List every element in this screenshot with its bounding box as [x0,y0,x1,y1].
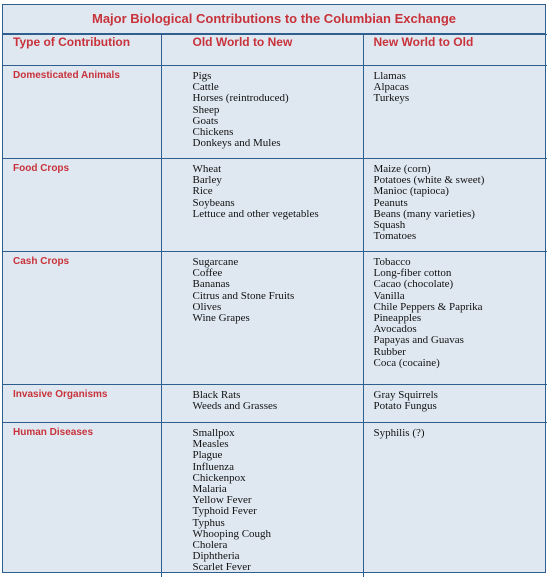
list-item: Pigs [192,70,212,82]
list-item: Goats [192,114,219,127]
list-item: Lettuce and other vegetables [192,207,319,220]
list-item: Measles [192,438,229,451]
list-item: Donkeys and Mules [192,137,281,150]
old-to-new-cell [161,385,363,423]
new-to-old-cell [363,252,547,385]
list-item: Wine Grapes [192,312,250,325]
list-item: Black Rats [192,389,241,401]
list-item: Alpacas [373,81,409,94]
list-item: Avocados [373,323,417,336]
table-row [3,385,547,423]
category-cell: Invasive Organisms [3,385,161,423]
new-to-old-cell [363,66,547,159]
list-item: Squash [373,219,406,232]
list-item: Chickens [192,126,234,139]
list-item: Bananas [192,278,230,291]
header-new-to-old: New World to Old [363,35,547,66]
list-item: Long-fiber cotton [373,267,452,280]
list-item: Smallpox [192,427,235,439]
list-item: Chickenpox [192,471,246,484]
list-item: Maize (corn) [373,163,431,175]
list-item: Cacao (chocolate) [373,278,454,291]
table-row [3,159,547,252]
list-item: Malaria [192,483,227,496]
list-item: Coca (cocaine) [373,356,440,369]
list-item: Beans (many varieties) [373,207,475,220]
list-item: Horses (reintroduced) [192,92,289,105]
list-item: Barley [192,174,222,187]
list-item: Weeds and Grasses [192,400,278,413]
list-item: Cholera [192,539,228,552]
new-to-old-cell [363,159,547,252]
old-to-new-cell [161,66,363,159]
table-row [3,252,547,385]
header-row [3,35,547,66]
list-item: Rubber [373,345,406,358]
category-cell: Human Diseases [3,423,161,577]
list-item: Sugarcane [192,256,239,268]
list-item: Diphtheria [192,550,240,563]
list-item: Wheat [192,163,222,175]
list-item: Syphilis (?) [373,427,425,439]
list-item: Typhus [192,516,225,529]
new-to-old-cell [363,423,547,577]
list-item: Whooping Cough [192,527,272,540]
list-item: Influenza [192,460,235,473]
list-item: Tobacco [373,256,411,268]
list-item: Yellow Fever [192,494,252,507]
list-item: Citrus and Stone Fruits [192,289,295,302]
list-item: Peanuts [373,196,408,209]
list-item: Tomatoes [373,230,417,243]
list-item: Soybeans [192,196,235,209]
list-item: Scarlet Fever [192,561,251,574]
list-item: Chile Peppers & Paprika [373,300,483,313]
table-title: Major Biological Contributions to the Columbian Exchange [3,5,545,34]
category-cell: Food Crops [3,159,161,252]
list-item: Papayas and Guavas [373,334,464,347]
category-cell: Domesticated Animals [3,66,161,159]
list-item: Turkeys [373,92,410,105]
exchange-table-panel [2,4,546,573]
header-type: Type of Contribution [3,35,161,66]
new-to-old-cell [363,385,547,423]
old-to-new-cell [161,159,363,252]
list-item: Plague [192,449,223,462]
list-item: Olives [192,300,222,313]
list-item: Gray Squirrels [373,389,438,401]
table-row [3,66,547,159]
header-old-to-new: Old World to New [161,35,363,66]
list-item: Rice [192,185,213,198]
list-item: Vanilla [373,289,405,302]
contributions-table [3,34,547,577]
list-item: Cattle [192,81,219,94]
list-item: Potato Fungus [373,400,437,413]
list-item: Manioc (tapioca) [373,185,449,198]
table-row [3,423,547,577]
category-cell: Cash Crops [3,252,161,385]
list-item: Pineapples [373,312,422,325]
old-to-new-cell [161,423,363,577]
list-item: Coffee [192,267,223,280]
list-item: Llamas [373,70,406,82]
old-to-new-cell [161,252,363,385]
list-item: Typhoid Fever [192,505,257,518]
list-item: Potatoes (white & sweet) [373,174,485,187]
list-item: Sheep [192,103,220,116]
